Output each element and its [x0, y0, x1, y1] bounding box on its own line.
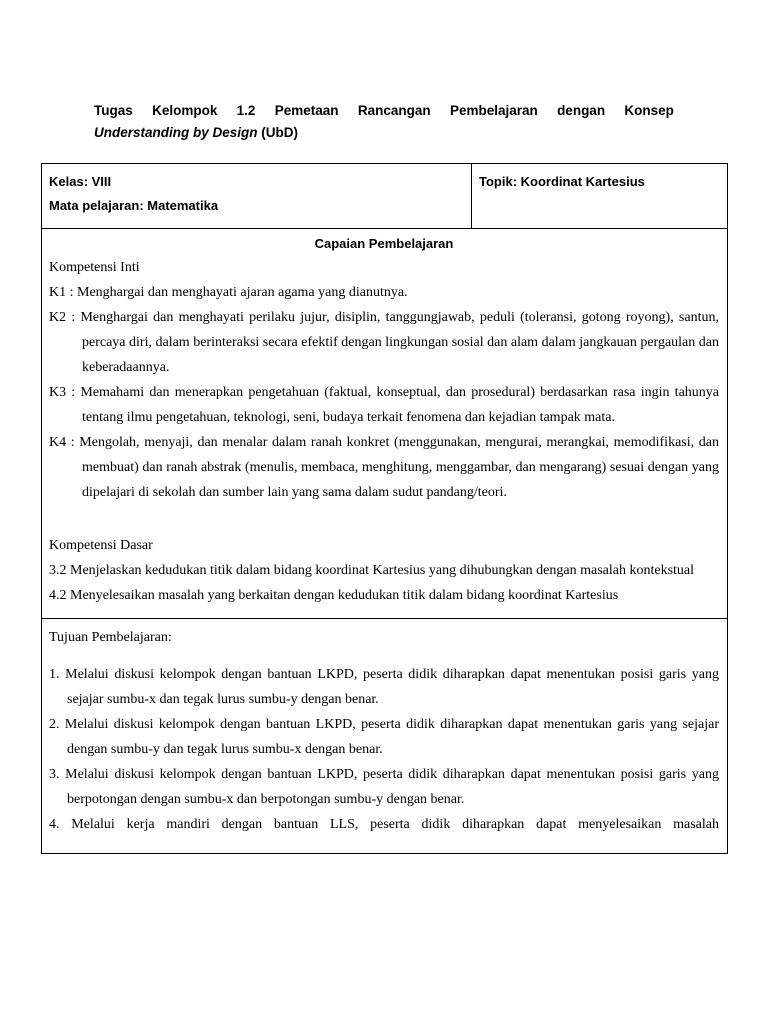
- spacer: [49, 650, 719, 662]
- capaian-cell: [42, 229, 728, 619]
- title-word: Kelompok: [152, 103, 218, 118]
- ki-label: Kompetensi Inti: [49, 260, 140, 275]
- capaian-heading: Capaian Pembelajaran: [314, 236, 454, 251]
- document-title: [94, 100, 674, 144]
- ki-item: K1 : Menghargai dan menghayati ajaran agama yang dianutnya.: [49, 285, 408, 300]
- title-suffix: (UbD): [257, 125, 299, 140]
- tujuan-item: 4. Melalui kerja mandiri dengan bantuan LLS, peserta didik diharapkan dapat menyelesaikan masalah: [49, 817, 719, 832]
- tujuan-cell: [42, 619, 728, 854]
- title-word: dengan: [557, 103, 606, 118]
- header-row: [42, 164, 728, 229]
- kd-label: Kompetensi Dasar: [49, 538, 153, 553]
- title-word: Rancangan: [357, 103, 431, 118]
- title-word: Pembelajaran: [449, 103, 538, 118]
- ki-item: K3 : Memahami dan menerapkan pengetahuan (faktual, konseptual, dan prosedural) berdasarkan rasa ingin tahunya tentang ilmu pengetahuan, teknologi, seni, budaya terkait fenomena dan kejadian tampak mata.: [49, 385, 719, 425]
- tujuan-label: Tujuan Pembelajaran:: [49, 630, 172, 645]
- kd-item: 4.2 Menyelesaikan masalah yang berkaitan dengan kedudukan titik dalam bidang koordinat Kartesius: [49, 588, 619, 603]
- subject-label: Mata pelajaran: Matematika: [49, 198, 219, 213]
- title-word: Tugas: [94, 103, 133, 118]
- title-line-1: [94, 100, 674, 122]
- kd-item: 3.2 Menjelaskan kedudukan titik dalam bidang koordinat Kartesius yang dihubungkan dengan masalah kontekstual: [49, 563, 695, 578]
- ki-item: K4 : Mengolah, menyaji, dan menalar dalam ranah konkret (menggunakan, mengurai, merangkai, memodifikasi, dan membuat) dan ranah abstrak (menulis, membaca, menghitung, menggambar, dan mengarang) sesuai dengan yang dipelajari di sekolah dan sumber lain yang sama dalam sudut pandang/teori.: [49, 435, 719, 500]
- capaian-row: [42, 229, 728, 619]
- class-subject-cell: [42, 164, 472, 229]
- title-line-2: [94, 122, 674, 144]
- tujuan-item: 1. Melalui diskusi kelompok dengan bantuan LKPD, peserta didik diharapkan dapat menentukan posisi garis yang sejajar sumbu-x dan tegak lurus sumbu-y dengan benar.: [49, 667, 719, 707]
- topic-label: Topik: Koordinat Kartesius: [479, 174, 645, 189]
- title-word: Konsep: [624, 103, 674, 118]
- title-word: 1.2: [236, 103, 256, 118]
- spacer: [49, 505, 719, 533]
- tujuan-item: 2. Melalui diskusi kelompok dengan bantuan LKPD, peserta didik diharapkan dapat menentukan garis yang sejajar dengan sumbu-y dan tegak lurus sumbu-x dengan benar.: [49, 717, 719, 757]
- tujuan-row: [42, 619, 728, 854]
- ki-item: K2 : Menghargai dan menghayati perilaku jujur, disiplin, tanggungjawab, peduli (toleransi, gotong royong), santun, percaya diri, dalam berinteraksi secara efektif dengan lingkungan sosial dan alam dalam jangkauan pergaulan dan keberadaannya.: [49, 310, 719, 375]
- lesson-plan-table: [41, 163, 728, 854]
- tujuan-item: 3. Melalui diskusi kelompok dengan bantuan LKPD, peserta didik diharapkan dapat menentukan posisi garis yang berpotongan dengan sumbu-x dan berpotongan sumbu-y dengan benar.: [49, 767, 719, 807]
- class-label: Kelas: VIII: [49, 174, 112, 189]
- title-italic: Understanding by Design: [94, 125, 258, 140]
- title-word: Pemetaan: [274, 103, 339, 118]
- topic-cell: [472, 164, 728, 229]
